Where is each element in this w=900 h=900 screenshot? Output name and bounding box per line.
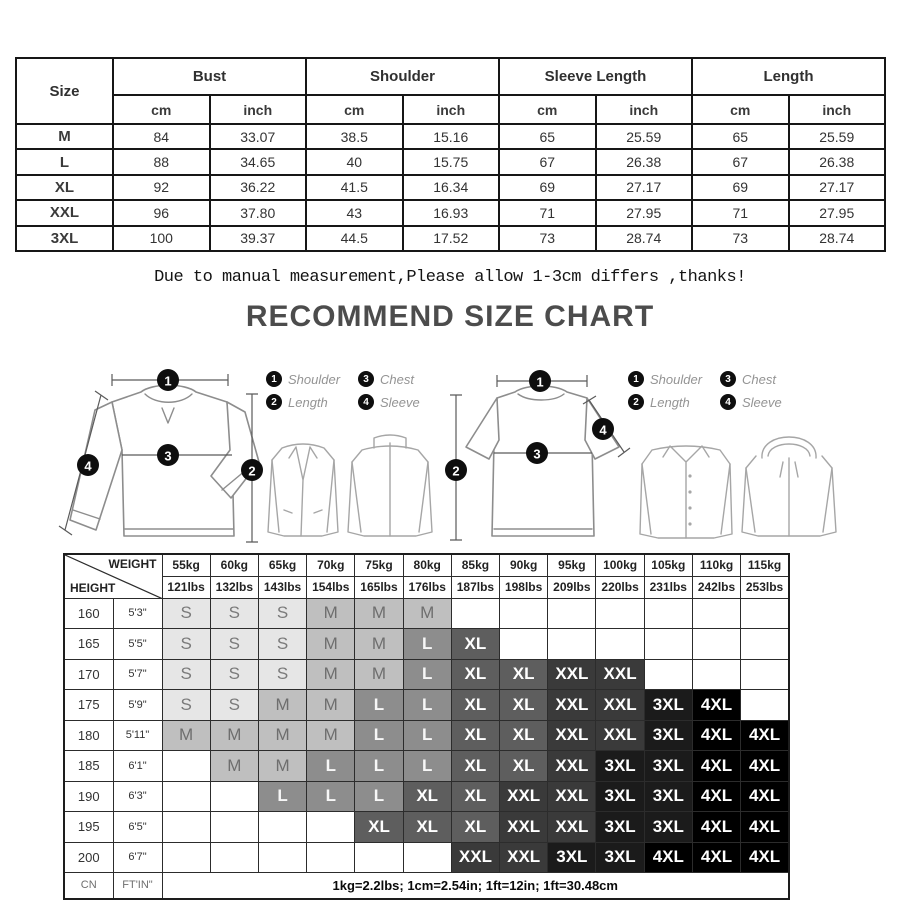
measure-value-cell: 28.74 bbox=[596, 226, 693, 251]
weight-kg-header: 110kg bbox=[692, 554, 740, 576]
matrix-empty-cell bbox=[451, 598, 499, 629]
matrix-size-cell: XL bbox=[451, 629, 499, 660]
legend-label: Chest bbox=[380, 371, 414, 387]
matrix-row bbox=[64, 751, 789, 782]
weight-kg-header: 55kg bbox=[162, 554, 210, 576]
legend-item bbox=[358, 371, 444, 387]
measure-value-cell: 100 bbox=[113, 226, 210, 251]
measure-value-cell: 34.65 bbox=[210, 149, 307, 174]
matrix-empty-cell bbox=[644, 629, 692, 660]
svg-text:3: 3 bbox=[533, 446, 541, 462]
matrix-empty-cell bbox=[210, 781, 258, 812]
height-ftin-cell: 6'7" bbox=[113, 842, 162, 873]
matrix-size-cell: XL bbox=[451, 751, 499, 782]
weight-lbs-header: 253lbs bbox=[741, 576, 789, 598]
measure-value-cell: 39.37 bbox=[210, 226, 307, 251]
weight-lbs-header: 121lbs bbox=[162, 576, 210, 598]
matrix-size-cell: L bbox=[355, 781, 403, 812]
measure-value-cell: 71 bbox=[499, 200, 596, 225]
matrix-size-cell: XL bbox=[451, 781, 499, 812]
matrix-size-cell: 4XL bbox=[692, 842, 740, 873]
matrix-empty-cell bbox=[307, 812, 355, 843]
svg-text:4: 4 bbox=[84, 458, 92, 474]
measure-group-header: Length bbox=[692, 58, 885, 95]
measure-value-cell: 15.16 bbox=[403, 124, 500, 149]
matrix-empty-cell bbox=[596, 598, 644, 629]
measure-value-cell: 84 bbox=[113, 124, 210, 149]
matrix-size-cell: 4XL bbox=[741, 720, 789, 751]
legend-number-badge: 3 bbox=[720, 371, 736, 387]
matrix-size-cell: M bbox=[307, 629, 355, 660]
matrix-size-cell: 3XL bbox=[644, 812, 692, 843]
matrix-size-cell: S bbox=[210, 629, 258, 660]
measure-value-cell: 67 bbox=[499, 149, 596, 174]
matrix-size-cell: XXL bbox=[500, 842, 548, 873]
matrix-size-cell: L bbox=[403, 751, 451, 782]
weight-lbs-header: 187lbs bbox=[451, 576, 499, 598]
matrix-size-cell: L bbox=[307, 751, 355, 782]
height-ftin-cell: 6'1" bbox=[113, 751, 162, 782]
legend-label: Shoulder bbox=[650, 371, 703, 387]
size-table-header-row bbox=[16, 58, 885, 95]
legend-item bbox=[628, 394, 720, 410]
matrix-size-cell: 3XL bbox=[596, 781, 644, 812]
left-legend bbox=[266, 371, 444, 410]
unit-header-row bbox=[16, 95, 885, 124]
size-table-row bbox=[16, 149, 885, 174]
measure-value-cell: 73 bbox=[499, 226, 596, 251]
matrix-empty-cell bbox=[162, 751, 210, 782]
matrix-size-cell: XXL bbox=[548, 720, 596, 751]
matrix-size-cell: 3XL bbox=[596, 751, 644, 782]
matrix-empty-cell bbox=[692, 598, 740, 629]
measure-value-cell: 27.17 bbox=[789, 175, 886, 200]
svg-text:3: 3 bbox=[164, 448, 172, 464]
matrix-empty-cell bbox=[210, 812, 258, 843]
legend-number-badge: 3 bbox=[358, 371, 374, 387]
matrix-size-cell: M bbox=[307, 598, 355, 629]
weight-kg-header: 80kg bbox=[403, 554, 451, 576]
weight-lbs-header: 209lbs bbox=[548, 576, 596, 598]
measure-value-cell: 25.59 bbox=[596, 124, 693, 149]
weight-kg-header: 70kg bbox=[307, 554, 355, 576]
height-cm-cell: 190 bbox=[64, 781, 113, 812]
matrix-size-cell: XL bbox=[451, 659, 499, 690]
footer-ftin-label: FT'IN" bbox=[113, 873, 162, 899]
matrix-empty-cell bbox=[644, 598, 692, 629]
matrix-empty-cell bbox=[210, 842, 258, 873]
measure-value-cell: 44.5 bbox=[306, 226, 403, 251]
matrix-empty-cell bbox=[741, 659, 789, 690]
matrix-size-cell: L bbox=[355, 751, 403, 782]
matrix-empty-cell bbox=[162, 842, 210, 873]
weight-lbs-header: 132lbs bbox=[210, 576, 258, 598]
matrix-size-cell: XXL bbox=[548, 659, 596, 690]
matrix-size-cell: M bbox=[210, 720, 258, 751]
matrix-size-cell: XXL bbox=[596, 659, 644, 690]
matrix-size-cell: S bbox=[162, 598, 210, 629]
matrix-size-cell: M bbox=[355, 659, 403, 690]
size-table bbox=[15, 57, 886, 252]
measure-value-cell: 27.95 bbox=[789, 200, 886, 225]
legend-label: Shoulder bbox=[288, 371, 341, 387]
legend-number-badge: 2 bbox=[266, 394, 282, 410]
legend-number-badge: 1 bbox=[266, 371, 282, 387]
matrix-size-cell: S bbox=[162, 690, 210, 721]
unit-label: cm bbox=[306, 95, 403, 124]
size-table-row bbox=[16, 226, 885, 251]
legend-label: Length bbox=[650, 394, 690, 410]
conversion-note: 1kg=2.2lbs; 1cm=2.54in; 1ft=12in; 1ft=30.48cm bbox=[162, 873, 789, 899]
legend-number-badge: 1 bbox=[628, 371, 644, 387]
measure-value-cell: 67 bbox=[692, 149, 789, 174]
matrix-size-cell: 3XL bbox=[644, 781, 692, 812]
weight-kg-header: 95kg bbox=[548, 554, 596, 576]
weight-lbs-header: 231lbs bbox=[644, 576, 692, 598]
matrix-empty-cell bbox=[258, 812, 306, 843]
legend-label: Sleeve bbox=[380, 394, 420, 410]
legend-item bbox=[266, 394, 358, 410]
measure-value-cell: 40 bbox=[306, 149, 403, 174]
measure-value-cell: 27.17 bbox=[596, 175, 693, 200]
matrix-size-cell: S bbox=[210, 659, 258, 690]
matrix-empty-cell bbox=[500, 629, 548, 660]
legend-label: Length bbox=[288, 394, 328, 410]
weight-kg-header: 85kg bbox=[451, 554, 499, 576]
marker-length-left bbox=[241, 459, 263, 481]
matrix-size-cell: 4XL bbox=[692, 720, 740, 751]
recommend-size-matrix bbox=[63, 553, 790, 900]
measure-value-cell: 65 bbox=[499, 124, 596, 149]
matrix-size-cell: XL bbox=[403, 781, 451, 812]
matrix-size-cell: M bbox=[210, 751, 258, 782]
matrix-row bbox=[64, 812, 789, 843]
unit-label: cm bbox=[499, 95, 596, 124]
measure-value-cell: 36.22 bbox=[210, 175, 307, 200]
matrix-size-cell: 4XL bbox=[644, 842, 692, 873]
measure-group-header: Bust bbox=[113, 58, 306, 95]
legend-number-badge: 2 bbox=[628, 394, 644, 410]
measure-value-cell: 26.38 bbox=[596, 149, 693, 174]
matrix-size-cell: 3XL bbox=[644, 751, 692, 782]
measure-value-cell: 69 bbox=[499, 175, 596, 200]
weight-kg-header: 90kg bbox=[500, 554, 548, 576]
measure-value-cell: 73 bbox=[692, 226, 789, 251]
matrix-empty-cell bbox=[692, 659, 740, 690]
matrix-size-cell: L bbox=[403, 659, 451, 690]
matrix-empty-cell bbox=[596, 629, 644, 660]
matrix-size-cell: 4XL bbox=[741, 751, 789, 782]
matrix-size-cell: 3XL bbox=[548, 842, 596, 873]
matrix-size-cell: L bbox=[403, 690, 451, 721]
legend-item bbox=[358, 394, 444, 410]
matrix-size-cell: S bbox=[258, 629, 306, 660]
height-cm-cell: 180 bbox=[64, 720, 113, 751]
matrix-size-cell: 4XL bbox=[741, 812, 789, 843]
matrix-empty-cell bbox=[741, 629, 789, 660]
legend-label: Sleeve bbox=[742, 394, 782, 410]
height-ftin-cell: 5'5" bbox=[113, 629, 162, 660]
matrix-size-cell: M bbox=[307, 690, 355, 721]
matrix-size-cell: M bbox=[258, 720, 306, 751]
measure-value-cell: 26.38 bbox=[789, 149, 886, 174]
weight-kg-header: 100kg bbox=[596, 554, 644, 576]
svg-text:4: 4 bbox=[599, 422, 607, 438]
size-name-cell: L bbox=[16, 149, 113, 174]
svg-text:2: 2 bbox=[452, 463, 460, 479]
measure-value-cell: 25.59 bbox=[789, 124, 886, 149]
measurement-note: Due to manual measurement,Please allow 1-3cm differs ,thanks! bbox=[154, 268, 746, 287]
matrix-size-cell: 3XL bbox=[644, 690, 692, 721]
svg-text:1: 1 bbox=[164, 373, 172, 389]
size-corner-label: Size bbox=[16, 58, 113, 124]
matrix-size-cell: M bbox=[355, 598, 403, 629]
matrix-lbs-row bbox=[64, 576, 789, 598]
matrix-weight-row bbox=[64, 554, 789, 576]
size-table-row bbox=[16, 124, 885, 149]
matrix-empty-cell bbox=[500, 598, 548, 629]
unit-label: inch bbox=[403, 95, 500, 124]
height-ftin-cell: 5'7" bbox=[113, 659, 162, 690]
weight-lbs-header: 242lbs bbox=[692, 576, 740, 598]
legend-number-badge: 4 bbox=[720, 394, 736, 410]
blazer-icon bbox=[268, 444, 338, 536]
matrix-empty-cell bbox=[403, 842, 451, 873]
measure-value-cell: 15.75 bbox=[403, 149, 500, 174]
legend-label: Chest bbox=[742, 371, 776, 387]
matrix-size-cell: M bbox=[355, 629, 403, 660]
height-cm-cell: 185 bbox=[64, 751, 113, 782]
weight-lbs-header: 176lbs bbox=[403, 576, 451, 598]
matrix-size-cell: L bbox=[258, 781, 306, 812]
matrix-empty-cell bbox=[162, 781, 210, 812]
marker-shoulder-left bbox=[157, 369, 179, 391]
matrix-size-cell: XXL bbox=[548, 690, 596, 721]
matrix-row bbox=[64, 720, 789, 751]
height-cm-cell: 165 bbox=[64, 629, 113, 660]
marker-length-right bbox=[445, 459, 467, 481]
weight-kg-header: 65kg bbox=[258, 554, 306, 576]
matrix-size-cell: 4XL bbox=[692, 751, 740, 782]
weight-kg-header: 75kg bbox=[355, 554, 403, 576]
size-name-cell: M bbox=[16, 124, 113, 149]
unit-label: cm bbox=[692, 95, 789, 124]
legend-item bbox=[628, 371, 720, 387]
matrix-size-cell: XL bbox=[355, 812, 403, 843]
matrix-size-cell: M bbox=[403, 598, 451, 629]
measure-value-cell: 92 bbox=[113, 175, 210, 200]
height-ftin-cell: 6'5" bbox=[113, 812, 162, 843]
matrix-size-cell: L bbox=[307, 781, 355, 812]
right-legend bbox=[628, 371, 806, 410]
measure-value-cell: 88 bbox=[113, 149, 210, 174]
matrix-empty-cell bbox=[644, 659, 692, 690]
matrix-size-cell: S bbox=[258, 659, 306, 690]
legend-item bbox=[720, 371, 806, 387]
unit-label: inch bbox=[789, 95, 886, 124]
matrix-size-cell: L bbox=[355, 720, 403, 751]
matrix-size-cell: L bbox=[403, 629, 451, 660]
matrix-size-cell: XXL bbox=[500, 781, 548, 812]
measure-group-header: Sleeve Length bbox=[499, 58, 692, 95]
marker-sleeve-left bbox=[77, 454, 99, 476]
zip-jacket-icon bbox=[348, 435, 432, 536]
footer-cn-label: CN bbox=[64, 873, 113, 899]
measure-value-cell: 96 bbox=[113, 200, 210, 225]
matrix-size-cell: XL bbox=[500, 751, 548, 782]
matrix-empty-cell bbox=[741, 690, 789, 721]
legend-item bbox=[266, 371, 358, 387]
measure-value-cell: 41.5 bbox=[306, 175, 403, 200]
corner-height-label: HEIGHT bbox=[70, 580, 116, 595]
matrix-empty-cell bbox=[741, 598, 789, 629]
size-table-row bbox=[16, 175, 885, 200]
matrix-size-cell: XL bbox=[451, 812, 499, 843]
measure-group-header: Shoulder bbox=[306, 58, 499, 95]
matrix-size-cell: XXL bbox=[596, 690, 644, 721]
matrix-size-cell: 3XL bbox=[596, 842, 644, 873]
matrix-size-cell: S bbox=[210, 690, 258, 721]
measure-value-cell: 16.93 bbox=[403, 200, 500, 225]
unit-label: inch bbox=[596, 95, 693, 124]
matrix-empty-cell bbox=[692, 629, 740, 660]
legend-number-badge: 4 bbox=[358, 394, 374, 410]
marker-shoulder-right bbox=[529, 370, 551, 392]
matrix-empty-cell bbox=[258, 842, 306, 873]
measure-value-cell: 65 bbox=[692, 124, 789, 149]
weight-kg-header: 60kg bbox=[210, 554, 258, 576]
weight-lbs-header: 165lbs bbox=[355, 576, 403, 598]
matrix-empty-cell bbox=[307, 842, 355, 873]
matrix-size-cell: L bbox=[355, 690, 403, 721]
matrix-size-cell: XXL bbox=[548, 812, 596, 843]
matrix-size-cell: M bbox=[307, 720, 355, 751]
matrix-size-cell: XL bbox=[403, 812, 451, 843]
measure-value-cell: 28.74 bbox=[789, 226, 886, 251]
size-table-row bbox=[16, 200, 885, 225]
matrix-corner-cell bbox=[64, 554, 162, 598]
matrix-size-cell: S bbox=[162, 659, 210, 690]
matrix-size-cell: L bbox=[403, 720, 451, 751]
matrix-size-cell: S bbox=[162, 629, 210, 660]
matrix-size-cell: XXL bbox=[548, 781, 596, 812]
measure-value-cell: 43 bbox=[306, 200, 403, 225]
height-ftin-cell: 5'11" bbox=[113, 720, 162, 751]
marker-chest-right bbox=[526, 442, 548, 464]
matrix-size-cell: S bbox=[210, 598, 258, 629]
matrix-size-cell: S bbox=[258, 598, 306, 629]
matrix-size-cell: XXL bbox=[596, 720, 644, 751]
matrix-size-cell: XL bbox=[451, 720, 499, 751]
size-name-cell: XL bbox=[16, 175, 113, 200]
matrix-row bbox=[64, 690, 789, 721]
matrix-size-cell: XXL bbox=[451, 842, 499, 873]
matrix-size-cell: 4XL bbox=[692, 812, 740, 843]
matrix-size-cell: 4XL bbox=[741, 842, 789, 873]
button-shirt-icon bbox=[640, 446, 732, 538]
measure-value-cell: 71 bbox=[692, 200, 789, 225]
hoodie-icon bbox=[742, 437, 836, 536]
matrix-size-cell: XL bbox=[451, 690, 499, 721]
matrix-size-cell: M bbox=[162, 720, 210, 751]
measure-value-cell: 69 bbox=[692, 175, 789, 200]
weight-kg-header: 115kg bbox=[741, 554, 789, 576]
measure-value-cell: 37.80 bbox=[210, 200, 307, 225]
matrix-row bbox=[64, 598, 789, 629]
height-cm-cell: 160 bbox=[64, 598, 113, 629]
matrix-size-cell: M bbox=[258, 690, 306, 721]
svg-text:2: 2 bbox=[248, 463, 256, 479]
matrix-empty-cell bbox=[162, 812, 210, 843]
matrix-size-cell: XL bbox=[500, 659, 548, 690]
height-cm-cell: 200 bbox=[64, 842, 113, 873]
matrix-row bbox=[64, 781, 789, 812]
height-ftin-cell: 6'3" bbox=[113, 781, 162, 812]
matrix-row bbox=[64, 659, 789, 690]
unit-label: inch bbox=[210, 95, 307, 124]
height-cm-cell: 175 bbox=[64, 690, 113, 721]
marker-chest-left bbox=[157, 444, 179, 466]
height-cm-cell: 170 bbox=[64, 659, 113, 690]
marker-sleeve-right bbox=[592, 418, 614, 440]
size-name-cell: XXL bbox=[16, 200, 113, 225]
height-ftin-cell: 5'3" bbox=[113, 598, 162, 629]
svg-text:1: 1 bbox=[536, 374, 544, 390]
weight-lbs-header: 143lbs bbox=[258, 576, 306, 598]
matrix-empty-cell bbox=[548, 629, 596, 660]
matrix-size-cell: 4XL bbox=[692, 781, 740, 812]
weight-lbs-header: 220lbs bbox=[596, 576, 644, 598]
legend-item bbox=[720, 394, 806, 410]
matrix-size-cell: XL bbox=[500, 720, 548, 751]
matrix-empty-cell bbox=[548, 598, 596, 629]
measure-value-cell: 16.34 bbox=[403, 175, 500, 200]
height-ftin-cell: 5'9" bbox=[113, 690, 162, 721]
matrix-size-cell: M bbox=[307, 659, 355, 690]
corner-weight-label: WEIGHT bbox=[108, 557, 157, 571]
matrix-footer-row bbox=[64, 873, 789, 899]
measure-value-cell: 33.07 bbox=[210, 124, 307, 149]
weight-kg-header: 105kg bbox=[644, 554, 692, 576]
matrix-size-cell: 3XL bbox=[644, 720, 692, 751]
measure-value-cell: 27.95 bbox=[596, 200, 693, 225]
matrix-row bbox=[64, 629, 789, 660]
matrix-size-cell: 4XL bbox=[692, 690, 740, 721]
measure-value-cell: 38.5 bbox=[306, 124, 403, 149]
measure-value-cell: 17.52 bbox=[403, 226, 500, 251]
matrix-empty-cell bbox=[355, 842, 403, 873]
matrix-size-cell: XXL bbox=[548, 751, 596, 782]
matrix-size-cell: M bbox=[258, 751, 306, 782]
height-cm-cell: 195 bbox=[64, 812, 113, 843]
matrix-size-cell: 3XL bbox=[596, 812, 644, 843]
matrix-size-cell: XXL bbox=[500, 812, 548, 843]
matrix-row bbox=[64, 842, 789, 873]
weight-lbs-header: 154lbs bbox=[307, 576, 355, 598]
weight-lbs-header: 198lbs bbox=[500, 576, 548, 598]
unit-label: cm bbox=[113, 95, 210, 124]
matrix-size-cell: 4XL bbox=[741, 781, 789, 812]
matrix-size-cell: XL bbox=[500, 690, 548, 721]
size-name-cell: 3XL bbox=[16, 226, 113, 251]
page-heading: RECOMMEND SIZE CHART bbox=[245, 300, 655, 333]
